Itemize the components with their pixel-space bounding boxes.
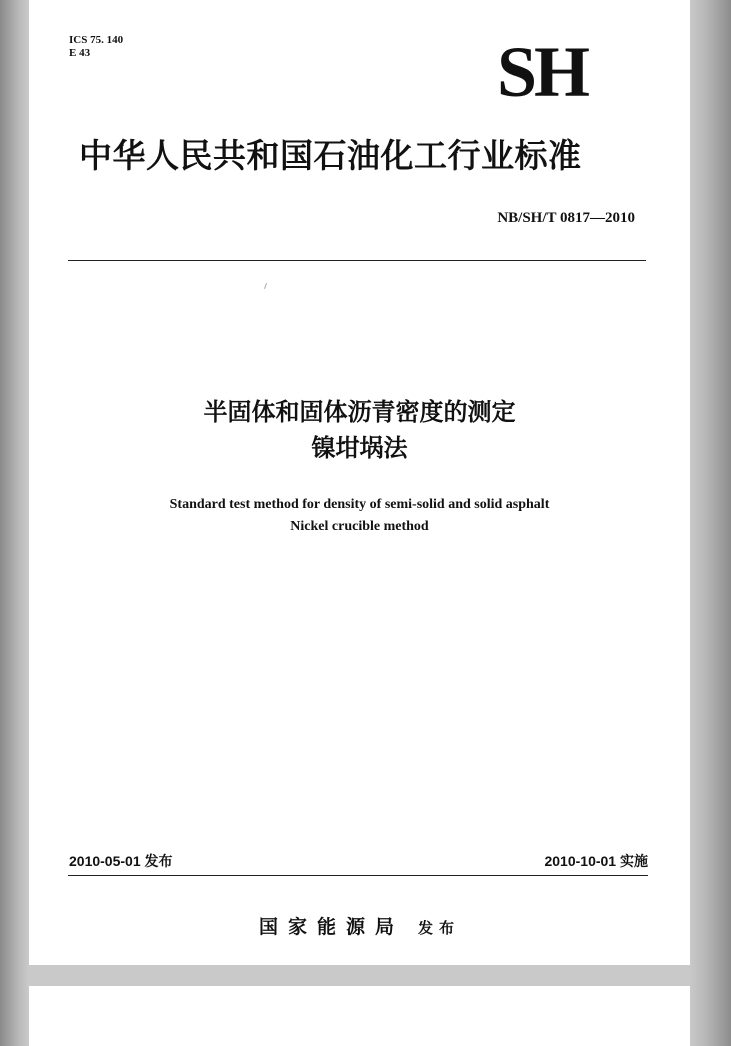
english-title [29,494,690,538]
chinese-title [29,394,690,466]
classification-codes [69,34,123,60]
publisher-line [29,912,690,939]
industry-standard-title: 中华人民共和国石油化工行业标准 [79,136,582,175]
issuing-authority: 国家能源局 [258,916,404,938]
english-title-line2: Nickel crucible method [290,519,429,534]
ics-code: ICS 75. 140 [69,34,124,46]
implementation-date: 2010-10-01 实施 [544,853,648,869]
ccs-code: E 43 [69,47,91,59]
footer-divider [68,875,648,876]
sh-logo: SH [497,32,588,112]
next-page-edge [29,986,690,1046]
issue-date: 2010-05-01 发布 [69,853,173,869]
issue-action: 发布 [418,919,461,937]
chinese-title-line2: 镍坩埚法 [311,434,408,462]
english-title-line1: Standard test method for density of semi-solid and solid asphalt [169,497,550,512]
cover-page [29,0,690,965]
header-divider [68,260,646,261]
standard-number: NB/SH/T 0817—2010 [497,210,635,226]
scan-speck [264,283,267,289]
chinese-title-line1: 半固体和固体沥青密度的测定 [203,398,516,426]
